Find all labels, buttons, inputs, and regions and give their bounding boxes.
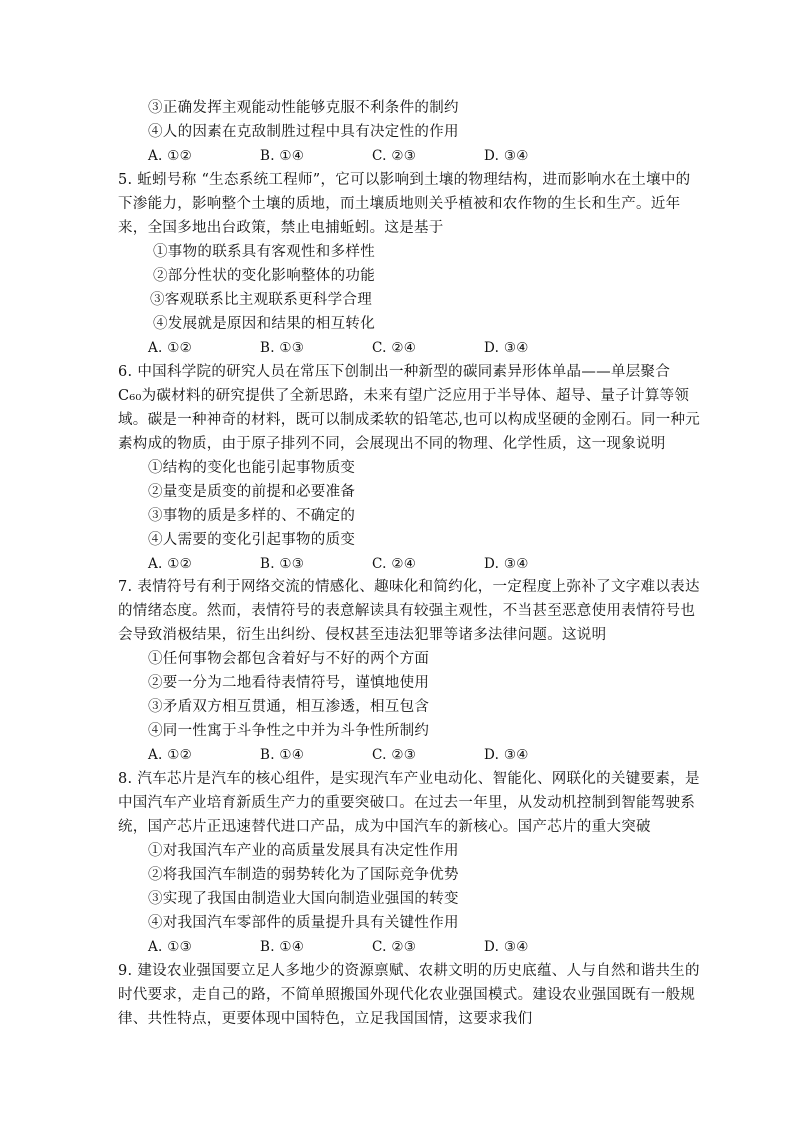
q7-option-d[interactable]: D. ③④ [484, 747, 529, 763]
q6-statement-3: ③事物的质是多样的、不确定的 [148, 508, 356, 524]
q6-stem-line-2: C₆₀为碳材料的研究提供了全新思路，未来有望广泛应用于半导体、超导、量子计算等领 [118, 388, 690, 404]
q5-statement-3: ③客观联系比主观联系更科学合理 [150, 292, 372, 308]
q8-stem-line-3: 统，国产芯片正迅速替代进口产品，成为中国汽车的新核心。国产芯片的重大突破 [118, 819, 651, 835]
q5-stem-line-1: 5. 蚯蚓号称 “生态系统工程师”，它可以影响到土壤的物理结构，进而影响水在土壤中的 [118, 172, 691, 188]
q6-stem-line-1: 6. 中国科学院的研究人员在常压下创制出一种新型的碳同素异形体单晶——单层聚合 [118, 364, 671, 380]
q7-statement-1: ①任何事物会都包含着好与不好的两个方面 [148, 651, 430, 667]
q4-option-c[interactable]: C. ②③ [372, 148, 417, 164]
q6-statement-4: ④人需要的变化引起事物的质变 [148, 532, 356, 548]
q6-stem-line-4: 素构成的物质，由于原子排列不同，会展现出不同的物理、化学性质，这一现象说明 [118, 436, 666, 452]
q8-statement-4: ④对我国汽车零部件的质量提升具有关键性作用 [148, 915, 459, 931]
q8-statement-1: ①对我国汽车产业的高质量发展具有决定性作用 [148, 843, 459, 859]
q8-option-b[interactable]: B. ①④ [260, 939, 305, 955]
q8-option-a[interactable]: A. ①③ [148, 939, 193, 955]
q9-stem-line-2: 时代要求，走自己的路，不简单照搬国外现代化农业强国模式。建设农业强国既有一般规 [118, 987, 696, 1003]
q5-statement-1: ①事物的联系具有客观性和多样性 [153, 244, 375, 260]
q8-statement-2: ②将我国汽车制造的弱势转化为了国际竞争优势 [148, 867, 459, 883]
q7-statement-4: ④同一性寓于斗争性之中并为斗争性所制约 [148, 723, 430, 739]
q8-option-d[interactable]: D. ③④ [484, 939, 529, 955]
q8-stem-line-1: 8. 汽车芯片是汽车的核心组件，是实现汽车产业电动化、智能化、网联化的关键要素，是 [118, 771, 700, 787]
q6-option-c[interactable]: C. ②④ [372, 556, 417, 572]
q4-option-a[interactable]: A. ①② [148, 148, 193, 164]
q5-statement-4: ④发展就是原因和结果的相互转化 [153, 316, 375, 332]
q5-option-d[interactable]: D. ③④ [484, 340, 529, 356]
q8-statement-3: ③实现了我国由制造业大国向制造业强国的转变 [148, 891, 459, 907]
q7-option-c[interactable]: C. ②③ [372, 747, 417, 763]
q7-option-b[interactable]: B. ①④ [260, 747, 305, 763]
q9-stem-line-1: 9. 建设农业强国要立足人多地少的资源禀赋、农耕文明的历史底蕴、人与自然和谐共生的 [118, 963, 700, 979]
q6-statement-1: ①结构的变化也能引起事物质变 [148, 460, 356, 476]
q4-statement-4: ④人的因素在克敌制胜过程中具有决定性的作用 [148, 124, 459, 140]
q7-statement-2: ②要一分为二地看待表情符号，谨慎地使用 [148, 675, 430, 691]
q6-option-b[interactable]: B. ①③ [260, 556, 305, 572]
q7-stem-line-2: 的情绪态度。然而，表情符号的表意解读具有较强主观性，不当甚至恶意使用表情符号也 [118, 603, 696, 619]
q5-statement-2: ②部分性状的变化影响整体的功能 [153, 268, 375, 284]
q4-option-b[interactable]: B. ①④ [260, 148, 305, 164]
q4-option-d[interactable]: D. ③④ [484, 148, 529, 164]
q8-option-c[interactable]: C. ②③ [372, 939, 417, 955]
q7-stem-line-3: 会导致消极结果，衍生出纠纷、侵权甚至违法犯罪等诸多法律问题。这说明 [118, 627, 607, 643]
q5-option-a[interactable]: A. ①② [148, 340, 193, 356]
q6-stem-line-3: 域。碳是一种神奇的材料，既可以制成柔软的铅笔芯,也可以构成坚硬的金刚石。同一种元 [118, 412, 701, 428]
q9-stem-line-3: 律、共性特点，更要体现中国特色，立足我国国情，这要求我们 [118, 1011, 533, 1027]
q4-statement-3: ③正确发挥主观能动性能够克服不利条件的制约 [148, 100, 459, 116]
q7-stem-line-1: 7. 表情符号有利于网络交流的情感化、趣味化和简约化，一定程度上弥补了文字难以表达 [118, 579, 700, 595]
q6-statement-2: ②量变是质变的前提和必要准备 [148, 484, 356, 500]
q5-option-c[interactable]: C. ②④ [372, 340, 417, 356]
q8-stem-line-2: 中国汽车产业培育新质生产力的重要突破口。在过去一年里，从发动机控制到智能驾驶系 [118, 795, 696, 811]
q5-option-b[interactable]: B. ①③ [260, 340, 305, 356]
q7-statement-3: ③矛盾双方相互贯通，相互渗透，相互包含 [148, 699, 430, 715]
q6-option-d[interactable]: D. ③④ [484, 556, 529, 572]
q5-stem-line-2: 下渗能力，影响整个土壤的质地，而土壤质地则关乎植被和农作物的生长和生产。近年 [118, 196, 681, 212]
q7-option-a[interactable]: A. ①② [148, 747, 193, 763]
q6-option-a[interactable]: A. ①② [148, 556, 193, 572]
q5-stem-line-3: 来，全国多地出台政策，禁止电捕蚯蚓。这是基于 [118, 220, 444, 236]
